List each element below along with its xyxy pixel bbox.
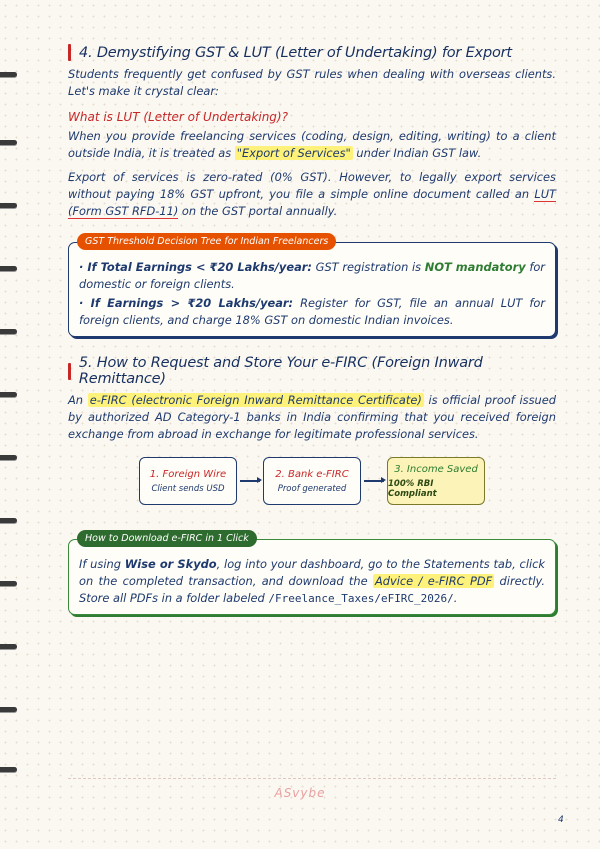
lut-paragraph-2: [68, 169, 556, 220]
flow-step-2: [263, 457, 361, 505]
flow-step-title: 1. Foreign Wire: [149, 468, 227, 480]
flow-step-desc: Proof generated: [277, 483, 347, 494]
text-bold: · If Earnings > ₹20 Lakhs/year:: [79, 296, 294, 310]
binder-ring: [0, 140, 17, 145]
text-run: .: [453, 591, 458, 605]
text-bold: · If Total Earnings < ₹20 Lakhs/year:: [79, 260, 312, 274]
section-5-title: 5. How to Request and Store Your e-FIRC (Foreign Inward Remittance): [78, 355, 483, 387]
binder-ring: [0, 707, 17, 712]
text-run: When you provide freelancing services (coding, design, editing, writing) to a client outside India, it is treated as: [68, 129, 556, 160]
binder-ring: [0, 455, 17, 460]
text-bold: Wise or Skydo: [124, 557, 217, 571]
highlight-efirc: e-FIRC (electronic Foreign Inward Remittance Certificate): [89, 393, 422, 407]
flow-step-title: 3. Income Saved: [394, 463, 478, 475]
text-run: under Indian GST law.: [352, 146, 482, 160]
folder-path: /Freelance_Taxes/eFIRC_2026/: [268, 592, 454, 605]
flow-arrow: [364, 480, 384, 482]
page-content: [68, 44, 556, 615]
lut-paragraph-1: [68, 128, 556, 162]
text-run: for domestic or foreign clients.: [79, 260, 545, 291]
binder-ring: [0, 392, 17, 397]
text-run: Export of services is zero-rated (0% GST). However, to legally export services without paying 18% GST upfront, you file a simple online document called an: [68, 170, 556, 201]
heading-accent-bar: [68, 363, 71, 380]
section-5-heading: [68, 355, 556, 387]
heading-accent-bar: [68, 44, 71, 61]
text-run: directly. Store all PDFs in a folder labeled: [79, 574, 545, 605]
lut-subheading: What is LUT (Letter of Undertaking)?: [68, 110, 288, 124]
efirc-paragraph: [68, 392, 556, 443]
flow-step-desc: Client sends USD: [151, 483, 225, 494]
threshold-item-1: [79, 259, 545, 293]
page-number: 4: [558, 815, 564, 825]
gst-threshold-box: [68, 236, 556, 337]
binder-ring: [0, 203, 17, 208]
text-run: If using: [79, 557, 125, 571]
section-4-heading: [68, 44, 556, 61]
binder-ring: [0, 518, 17, 523]
flow-step-3: [387, 457, 485, 505]
highlight-export-of-services: "Export of Services": [236, 146, 351, 160]
not-mandatory-label: NOT mandatory: [424, 260, 526, 274]
footer-brand: ASvybe: [274, 786, 326, 800]
efirc-download-box: [68, 533, 556, 615]
highlight-advice-pdf: Advice / e-FIRC PDF: [374, 574, 493, 588]
binder-ring: [0, 266, 17, 271]
flow-step-1: [139, 457, 237, 505]
text-run: on the GST portal annually.: [178, 204, 338, 218]
section-4-title: 4. Demystifying GST & LUT (Letter of Undertaking) for Export: [79, 44, 512, 61]
text-run: Register for GST, file an annual LUT for foreign clients, and charge 18% GST on domestic Indian invoices.: [79, 296, 545, 327]
text-run: GST registration is: [311, 260, 425, 274]
gst-threshold-tag: GST Threshold Decision Tree for Indian Freelancers: [77, 233, 336, 250]
text-run: An: [68, 393, 88, 407]
efirc-download-text: [79, 556, 545, 607]
flow-step-desc: 100% RBI Compliant: [388, 478, 437, 499]
text-run: , log into your dashboard, go to the Statements tab, click on the completed transaction, and download the: [79, 557, 546, 588]
binder-ring: [0, 581, 17, 586]
footer-divider: [68, 778, 556, 779]
binder-ring: [0, 644, 17, 649]
flow-step-title: 2. Bank e-FIRC: [275, 468, 349, 480]
threshold-item-2: [79, 295, 545, 329]
binder-ring: [0, 767, 17, 772]
text-run: is official proof issued by authorized AD Category-1 banks in India confirming that you received foreign exchange from abroad in exchange for legitimate professional services.: [68, 393, 556, 441]
section-4-intro: Students frequently get confused by GST rules when dealing with overseas clients. Let's make it crystal clear:: [68, 67, 556, 98]
binder-ring: [0, 329, 17, 334]
efirc-download-tag: How to Download e-FIRC in 1 Click: [77, 530, 257, 547]
flow-arrow: [240, 480, 260, 482]
efirc-flow-diagram: [68, 457, 556, 505]
underlined-lut-form: LUT (Form GST RFD-11): [68, 187, 556, 218]
binder-ring: [0, 72, 17, 77]
